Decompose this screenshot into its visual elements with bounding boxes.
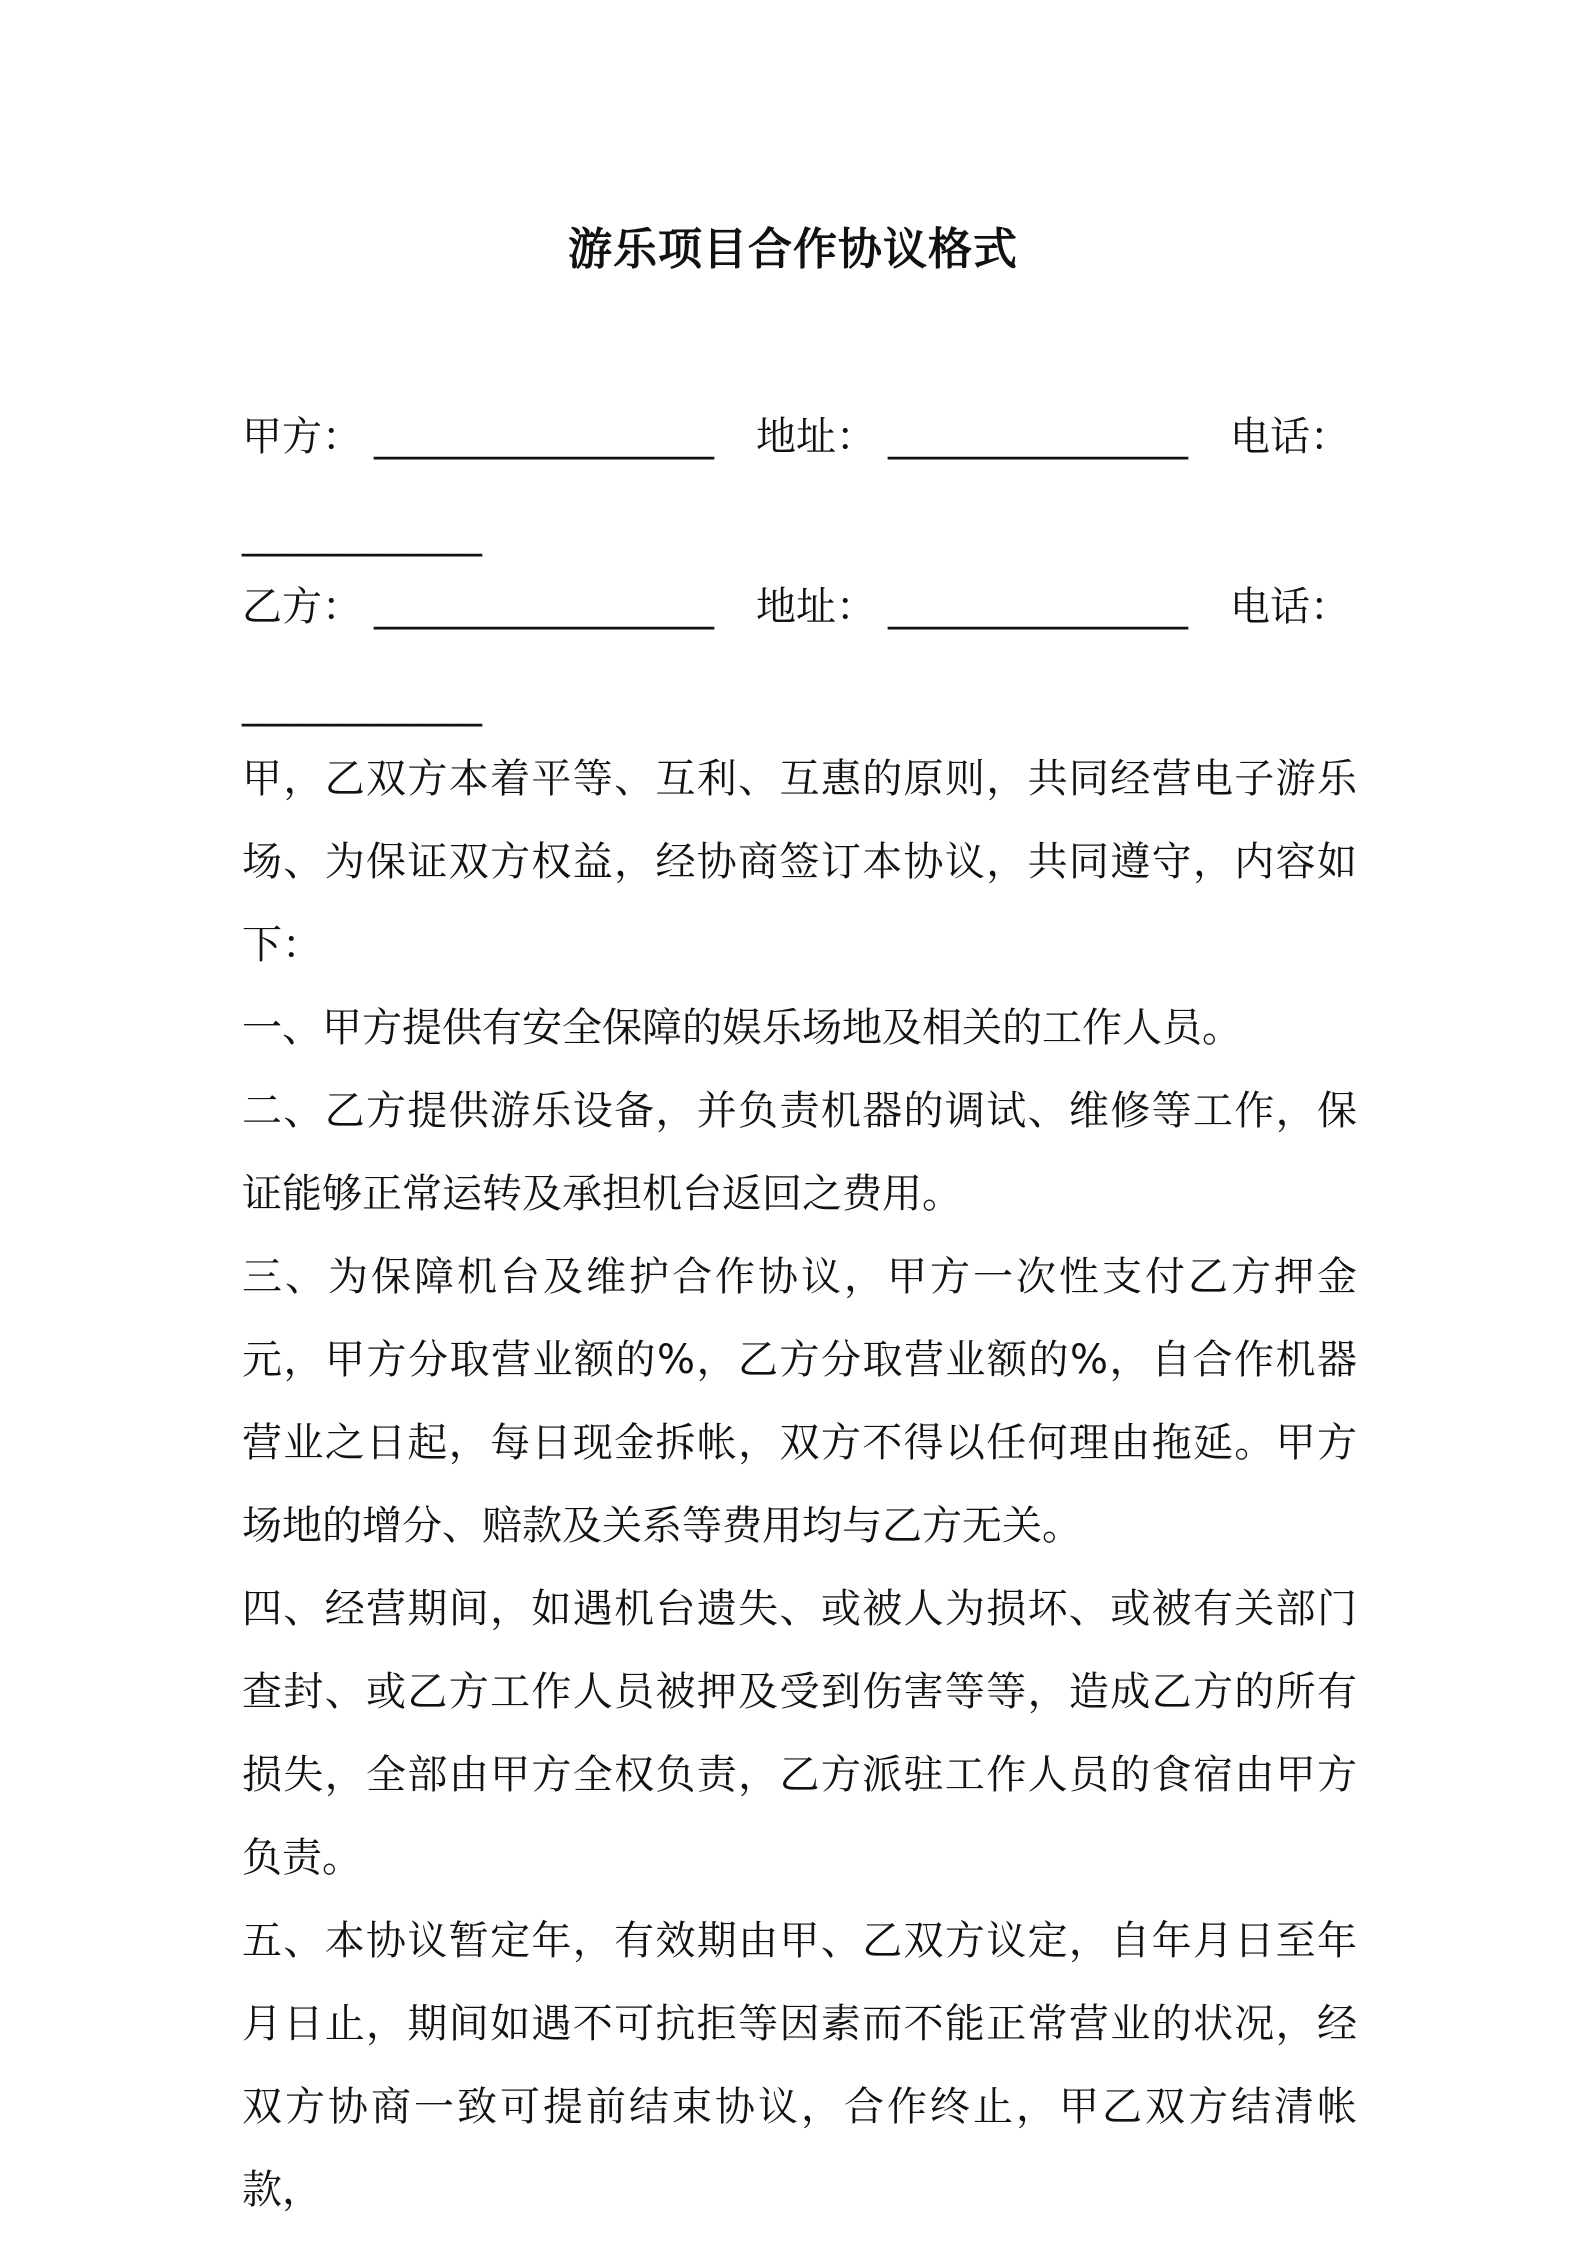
party-a-label: 甲方： (242, 414, 362, 460)
agreement-body (242, 738, 1357, 2232)
clause-1: 一、甲方提供有安全保障的娱乐场地及相关的工作人员。 (242, 1005, 1242, 1051)
party-a-address-field[interactable]: _______________ (888, 414, 1188, 460)
party-b-phone-field[interactable]: ____________ (242, 681, 482, 727)
party-a-phone-label: 电话： (1230, 414, 1350, 460)
clause-5: 五、本协议暂定年，有效期由甲、乙双方议定，自年月日至年月日止，期间如遇不可抗拒等因素而不能正常营业的状况，经双方协商一致可提前结束协议，合作终止，甲乙双方结清帐款， (242, 1918, 1357, 2213)
party-a-row (242, 405, 1362, 469)
clause-3: 三、为保障机台及维护合作协议，甲方一次性支付乙方押金元，甲方分取营业额的%，乙方分取营业额的%，自合作机器营业之日起，每日现金拆帐，双方不得以任何理由拖延。甲方场地的增分、赔款及关系等费用均与乙方无关。 (242, 1254, 1357, 1549)
intro-paragraph: 甲，乙双方本着平等、互利、互惠的原则，共同经营电子游乐场、为保证双方权益，经协商签订本协议，共同遵守，内容如下： (242, 756, 1357, 968)
party-a-name-field[interactable]: _________________ (374, 414, 714, 460)
document-title: 游乐项目合作协议格式 (568, 224, 1018, 275)
party-b-label: 乙方： (242, 584, 362, 630)
party-a-address-label: 地址： (756, 414, 876, 460)
party-b-row (242, 575, 1362, 639)
party-b-address-label: 地址： (756, 584, 876, 630)
clause-4: 四、经营期间，如遇机台遗失、或被人为损坏、或被有关部门查封、或乙方工作人员被押及受到伤害等等，造成乙方的所有损失，全部由甲方全权负责，乙方派驻工作人员的食宿由甲方负责。 (242, 1586, 1357, 1881)
clause-2: 二、乙方提供游乐设备，并负责机器的调试、维修等工作，保证能够正常运转及承担机台返回之费用。 (242, 1088, 1357, 1217)
party-b-name-field[interactable]: _________________ (374, 584, 714, 630)
party-b-address-field[interactable]: _______________ (888, 584, 1188, 630)
party-b-phone-label: 电话： (1230, 584, 1350, 630)
party-a-phone-field[interactable]: ____________ (242, 511, 482, 557)
